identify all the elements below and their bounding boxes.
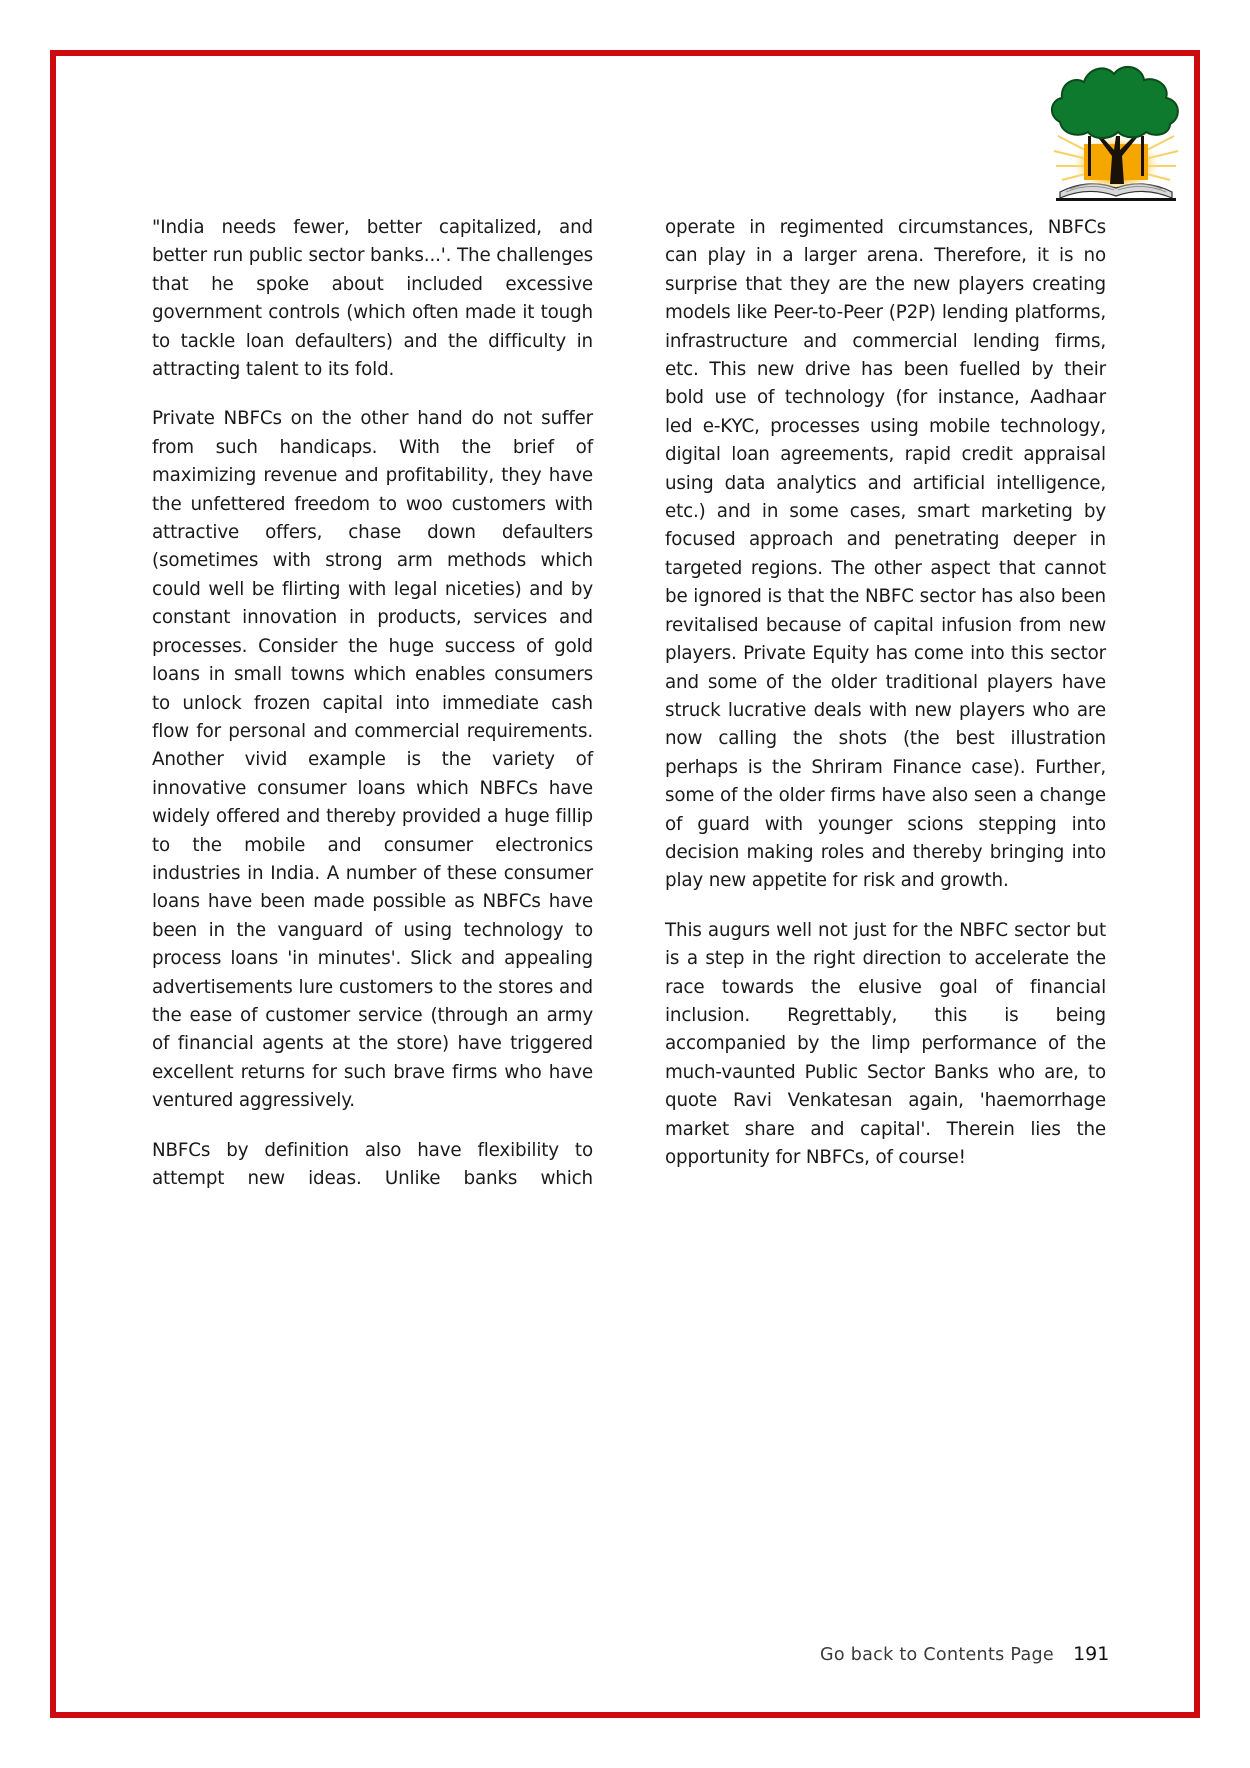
- tree-book-logo-icon: [1040, 56, 1192, 208]
- contents-page-link[interactable]: Go back to Contents Page: [820, 1645, 1054, 1665]
- paragraph: NBFCs by definition also have flexibility to attempt new ideas. Unlike banks which: [152, 1139, 593, 1189]
- paragraph: Private NBFCs on the other hand do not suffer from such handicaps. With the brief of maximizing revenue and profitability, they have the unfettered freedom to woo customers with attractive offers, chase down defaulters (sometimes with strong arm methods which could well be flirting with legal niceties) and by constant innovation in products, services and processes. Consider the huge success of gold loans in small towns which enables consumers to unlock frozen capital into immediate cash flow for personal and commercial requirements. Another vivid example is the variety of innovative consumer loans which NBFCs have widely offered and thereby provided a huge fillip to the mobile and consumer electronics industries in India. A number of these consumer loans have been made possible as NBFCs have been in the vanguard of using technology to process loans 'in minutes'. Slick and appealing advertisements lure customers to the stores and the ease of customer service (through an army of financial agents at the store) have triggered excellent returns for such brave firms who have ventured aggressively.: [152, 408, 593, 1112]
- paragraph: This augurs well not just for the NBFC sector but is a step in the right direction to accelerate the race towards the elusive goal of financial inclusion. Regrettably, this is being accompanied by the limp performance of the much-vaunted Public Sector Banks who are, to quote Ravi Venkatesan again, 'haemorrhage market share and capital'. Therein lies the opportunity for NBFCs, of course!: [665, 919, 1106, 1168]
- paragraph: "India needs fewer, better capitalized, and better run public sector banks...'. The challenges that he spoke about included excessive government controls (which often made it tough to tackle loan defaulters) and the difficulty in attracting talent to its fold.: [152, 217, 593, 381]
- page-number: 191: [1073, 1643, 1110, 1665]
- paragraph: operate in regimented circumstances, NBFCs can play in a larger arena. Therefore, it is no surprise that they are the new players creating models like Peer-to-Peer (P2P) lending platforms, infrastructure and commercial lending firms, etc. This new drive has been fuelled by their bold use of technology (for instance, Aadhaar led e-KYC, processes using mobile technology, digital loan agreements, rapid credit appraisal using data analytics and artificial intelligence, etc.) and in some cases, smart marketing by focused approach and penetrating deeper in targeted regions. The other aspect that cannot be ignored is that the NBFC sector has also been revitalised because of capital infusion from new players. Private Equity has come into this sector and some of the older traditional players have struck lucrative deals with new players who are now calling the shots (the best illustration perhaps is the Shriram Finance case). Further, some of the older firms have also seen a change of guard with younger scions stepping into decision making roles and thereby bringing into play new appetite for risk and growth.: [665, 217, 1106, 892]
- tree-book-sun-icon: [1040, 56, 1192, 208]
- page-footer: [820, 1643, 1109, 1665]
- right-column: [665, 214, 1106, 1193]
- left-column: [152, 214, 593, 1214]
